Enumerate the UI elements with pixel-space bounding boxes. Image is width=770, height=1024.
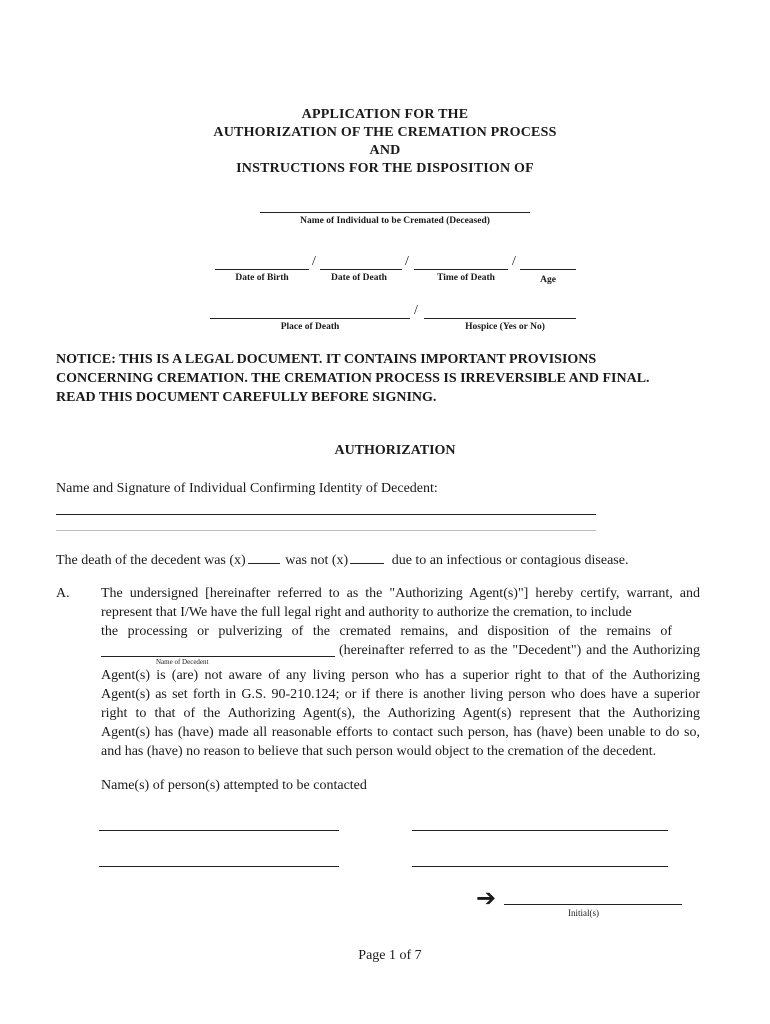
section-a-line-3: the processing or pulverizing of the cremated remains, and disposition of the remains of [101, 624, 672, 639]
confirm-identity-label: Name and Signature of Individual Confirming Identity of Decedent: [56, 481, 438, 496]
divider [56, 530, 596, 531]
initials-field[interactable] [504, 904, 682, 905]
place-of-death-field[interactable] [210, 318, 410, 319]
section-a-line-4: (hereinafter referred to as the "Decedent") and the Authorizing [339, 643, 700, 658]
contact-name-field-1[interactable] [99, 830, 339, 831]
section-a-line-8: Agent(s) has (have) made all reasonable efforts to contact such person, has (have) been unable to do so, [101, 725, 700, 740]
section-a-line-7: right to that of the Authorizing Agent(s), the Authorizing Agent(s) represent that the Authorizing [101, 706, 700, 721]
was-not-label: was not (x) [285, 553, 349, 568]
date-of-birth-field[interactable] [215, 269, 309, 270]
age-caption: Age [540, 275, 556, 285]
contact-name-field-2[interactable] [412, 830, 668, 831]
disease-label: due to an infectious or contagious disease. [391, 553, 629, 568]
decedent-name-field[interactable] [101, 656, 335, 657]
date-of-death-field[interactable] [320, 269, 402, 270]
title-line-2: AUTHORIZATION OF THE CREMATION PROCESS [213, 125, 557, 140]
title-line-4: INSTRUCTIONS FOR THE DISPOSITION OF [236, 161, 534, 176]
notice-line-1: NOTICE: THIS IS A LEGAL DOCUMENT. IT CONTAINS IMPORTANT PROVISIONS [56, 352, 597, 367]
hospice-field[interactable] [424, 318, 576, 319]
section-a-line-9: and has (have) no reason to believe that such person would object to the cremation of the decedent. [101, 744, 657, 759]
infectious-disease-statement [56, 551, 628, 570]
was-not-infectious-blank[interactable] [350, 563, 384, 564]
slash-separator: / [405, 254, 409, 269]
age-field[interactable] [520, 269, 576, 270]
notice-line-2: CONCERNING CREMATION. THE CREMATION PROCESS IS IRREVERSIBLE AND FINAL. [56, 371, 650, 386]
section-a-marker: A. [56, 586, 70, 601]
authorization-heading: AUTHORIZATION [334, 443, 456, 458]
hospice-caption: Hospice (Yes or No) [465, 322, 545, 332]
contact-label: Name(s) of person(s) attempted to be contacted [101, 778, 367, 793]
section-a-line-6: Agent(s) as set forth in G.S. 90-210.124; or if there is another living person who does have a superior [101, 687, 700, 702]
section-a-line-5: Agent(s) is (are) not aware of any living person who has a superior right to that of the Authorizing [101, 668, 700, 683]
contact-name-field-3[interactable] [99, 866, 339, 867]
date-of-death-caption: Date of Death [331, 273, 387, 283]
time-of-death-field[interactable] [414, 269, 508, 270]
date-of-birth-caption: Date of Birth [235, 273, 289, 283]
contact-name-field-4[interactable] [412, 866, 668, 867]
slash-separator: / [512, 254, 516, 269]
death-was-label: The death of the decedent was (x) [56, 553, 246, 568]
decedent-name-caption: Name of Decedent [156, 658, 209, 666]
title-line-1: APPLICATION FOR THE [301, 107, 469, 122]
notice-line-3: READ THIS DOCUMENT CAREFULLY BEFORE SIGNING. [56, 390, 437, 405]
deceased-name-field[interactable] [260, 212, 530, 213]
slash-separator: / [312, 254, 316, 269]
time-of-death-caption: Time of Death [437, 273, 495, 283]
deceased-name-caption: Name of Individual to be Cremated (Deceased) [300, 216, 490, 226]
page-number: Page 1 of 7 [358, 948, 422, 963]
slash-separator: / [414, 303, 418, 318]
section-a-line-2: represent that I/We have the full legal right and authority to authorize the cremation, to include [101, 605, 632, 620]
section-a-line-1: The undersigned [hereinafter referred to as the "Authorizing Agent(s)"] hereby certify, warrant, and [101, 586, 700, 601]
initials-caption: Initial(s) [568, 908, 599, 918]
confirm-identity-field[interactable] [56, 514, 596, 515]
was-infectious-blank[interactable] [248, 563, 280, 564]
place-of-death-caption: Place of Death [280, 322, 340, 332]
title-line-3: AND [369, 143, 401, 158]
arrow-right-icon: ➔ [476, 884, 497, 912]
